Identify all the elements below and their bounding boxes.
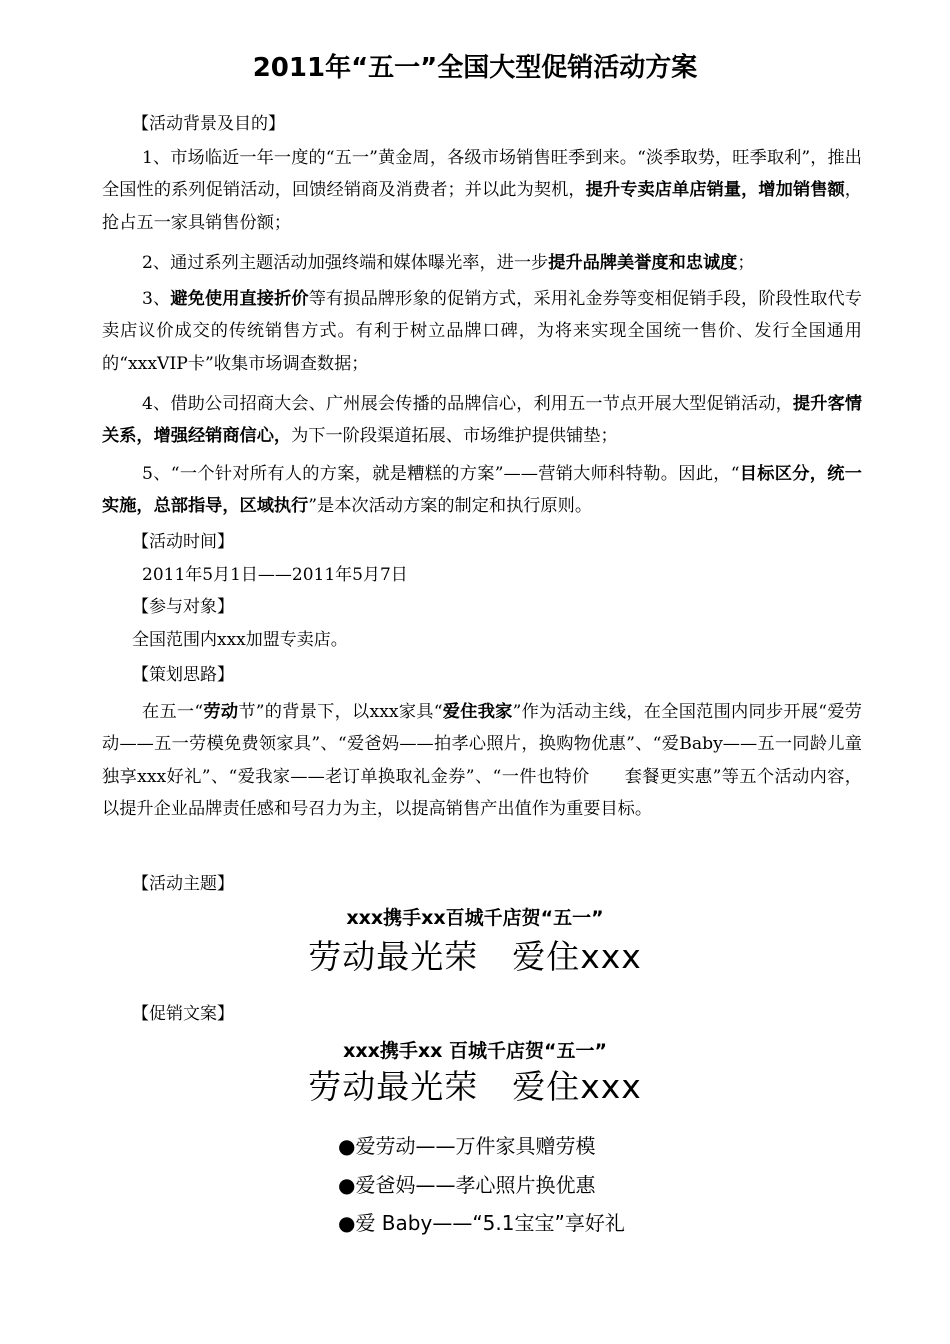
paragraph-text: 5、“一个针对所有人的方案，就是糟糕的方案”——营销大师科特勒。因此，“ bbox=[142, 464, 740, 484]
section-heading-background: 【活动背景及目的】 bbox=[132, 114, 285, 134]
background-paragraph-2 bbox=[102, 247, 862, 279]
paragraph-text: 在五一“ bbox=[142, 702, 204, 722]
background-paragraph-4 bbox=[102, 388, 862, 453]
paragraph-emphasis: 提升专卖店单店销量，增加销售额 bbox=[585, 180, 845, 201]
copy-bullet-1: ●爱劳动——万件家具赠劳模 bbox=[338, 1134, 596, 1158]
section-heading-theme: 【活动主题】 bbox=[132, 874, 234, 894]
copy-bullet-2: ●爱爸妈——孝心照片换优惠 bbox=[338, 1173, 596, 1197]
paragraph-text: 3、 bbox=[142, 289, 171, 309]
paragraph-text: 1、市场临近一年一度的“五一”黄金周，各级市场销售旺季到来。“淡季取势，旺季取利”，推出全国性的系列促销活动，回馈经销商及消费者；并以此为契机， bbox=[102, 148, 862, 201]
paragraph-text: 4、借助公司招商大会、广州展会传播的品牌信心，利用五一节点开展大型促销活动， bbox=[142, 394, 793, 414]
paragraph-text: 2、通过系列主题活动加强终端和媒体曝光率，进一步 bbox=[142, 253, 549, 273]
theme-slogan-line-2: 劳动最光荣 爱住xxx bbox=[308, 937, 642, 976]
paragraph-emphasis: 提升客情关系，增强经销商信心， bbox=[102, 394, 862, 447]
copy-bullet-3: ●爱 Baby——“5.1宝宝”享好礼 bbox=[338, 1211, 625, 1235]
document-title: 2011年“五一”全国大型促销活动方案 bbox=[252, 53, 698, 83]
paragraph-text: ，抢占五一家具销售份额； bbox=[102, 180, 862, 233]
copy-slogan-line-2: 劳动最光荣 爱住xxx bbox=[308, 1067, 642, 1106]
paragraph-emphasis: 爱住我家 bbox=[442, 702, 513, 722]
paragraph-text: ； bbox=[737, 253, 755, 273]
target-text: 全国范围内xxx加盟专卖店。 bbox=[132, 630, 348, 650]
section-heading-time: 【活动时间】 bbox=[132, 532, 234, 552]
activity-time-text: 2011年5月1日——2011年5月7日 bbox=[142, 565, 408, 585]
paragraph-emphasis: 避免使用直接折价 bbox=[170, 289, 309, 309]
section-heading-target: 【参与对象】 bbox=[132, 597, 234, 617]
section-heading-copy: 【促销文案】 bbox=[132, 1004, 234, 1024]
paragraph-text: 为下一阶段渠道拓展、市场维护提供铺垫； bbox=[291, 426, 618, 447]
plan-paragraph bbox=[102, 696, 862, 826]
background-paragraph-1 bbox=[102, 142, 862, 239]
paragraph-text: 等有损品牌形象的促销方式，采用礼金券等变相促销手段，阶段性取代专卖店议价成交的传统销售方式。有利于树立品牌口碑，为将来实现全国统一售价、发行全国通用的“xxxVIP卡”收集市场调查数据； bbox=[102, 289, 862, 374]
paragraph-emphasis: 目标区分，统一实施，总部指导，区域执行 bbox=[102, 464, 862, 517]
paragraph-emphasis: 劳动 bbox=[203, 702, 239, 722]
background-paragraph-5 bbox=[102, 458, 862, 523]
copy-slogan-line-1: xxx携手xx 百城千店贺“五一” bbox=[343, 1040, 607, 1062]
background-paragraph-3 bbox=[102, 283, 862, 380]
theme-slogan-line-1: xxx携手xx百城千店贺“五一” bbox=[346, 907, 604, 929]
paragraph-text: ”作为活动主线，在全国范围内同步开展“爱劳动——五一劳模免费领家具”、“爱爸妈——拍孝心照片，换购物优惠”、“爱Baby——五一同龄儿童独享xxx好礼”、“爱我家——老订单换取礼金券”、“一件也特价 套餐更实惠”等五个活动内容，以提升企业品牌责任感和号召力为主，以提高销售产出值作为重要目标。 bbox=[102, 702, 862, 820]
paragraph-emphasis: 提升品牌美誉度和忠诚度 bbox=[548, 253, 738, 273]
paragraph-text: ”是本次活动方案的制定和执行原则。 bbox=[308, 496, 593, 517]
paragraph-text: 节”的背景下，以xxx家具“ bbox=[238, 702, 443, 722]
section-heading-plan: 【策划思路】 bbox=[132, 665, 234, 685]
